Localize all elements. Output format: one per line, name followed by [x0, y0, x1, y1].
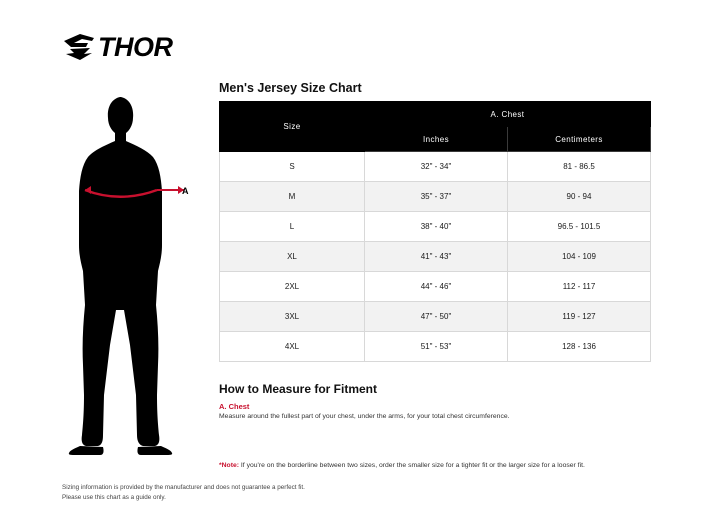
how-to-measure-body: Measure around the fullest part of your chest, under the arms, for your total chest circumference. [219, 413, 510, 420]
cell-size: 3XL [220, 302, 365, 332]
table-row [220, 272, 651, 302]
note-line [219, 462, 639, 469]
brand-logo [62, 30, 192, 64]
cell-inches: 38" - 40" [365, 212, 508, 242]
cell-centimeters: 90 - 94 [508, 182, 651, 212]
header-size: Size [220, 102, 365, 152]
cell-size: M [220, 182, 365, 212]
footer-line-1: Sizing information is provided by the manufacturer and does not guarantee a perfect fit. [62, 484, 305, 491]
page-title: Men's Jersey Size Chart [219, 81, 362, 95]
cell-inches: 51" - 53" [365, 332, 508, 362]
cell-inches: 41" - 43" [365, 242, 508, 272]
size-chart-table [219, 101, 651, 362]
header-inches: Inches [365, 127, 508, 152]
brand-name: THOR [98, 31, 173, 62]
note-text: If you're on the borderline between two sizes, order the smaller size for a tighter fit or the larger size for a looser fit. [240, 462, 585, 469]
cell-centimeters: 96.5 - 101.5 [508, 212, 651, 242]
cell-size: XL [220, 242, 365, 272]
table-body [220, 152, 651, 362]
cell-centimeters: 119 - 127 [508, 302, 651, 332]
table-row [220, 212, 651, 242]
table-row [220, 182, 651, 212]
cell-size: S [220, 152, 365, 182]
table-row [220, 242, 651, 272]
cell-centimeters: 104 - 109 [508, 242, 651, 272]
cell-centimeters: 112 - 117 [508, 272, 651, 302]
how-to-measure-subtitle: A. Chest [219, 402, 250, 411]
cell-inches: 32" - 34" [365, 152, 508, 182]
cell-inches: 35" - 37" [365, 182, 508, 212]
table-row [220, 332, 651, 362]
header-centimeters: Centimeters [508, 127, 651, 152]
footer-line-2: Please use this chart as a guide only. [62, 494, 166, 502]
table-header-row-1 [220, 102, 651, 127]
table-row [220, 302, 651, 332]
cell-centimeters: 81 - 86.5 [508, 152, 651, 182]
header-chest-group: A. Chest [365, 102, 651, 127]
body-silhouette [58, 95, 208, 455]
table-row [220, 152, 651, 182]
footer-disclaimer [62, 483, 462, 503]
thor-helmet-icon [62, 32, 96, 62]
cell-inches: 44" - 46" [365, 272, 508, 302]
chest-measure-label: A [182, 186, 189, 196]
cell-size: L [220, 212, 365, 242]
cell-size: 4XL [220, 332, 365, 362]
cell-size: 2XL [220, 272, 365, 302]
cell-centimeters: 128 - 136 [508, 332, 651, 362]
how-to-measure-title: How to Measure for Fitment [219, 382, 378, 396]
note-prefix: *Note: [219, 462, 240, 469]
cell-inches: 47" - 50" [365, 302, 508, 332]
